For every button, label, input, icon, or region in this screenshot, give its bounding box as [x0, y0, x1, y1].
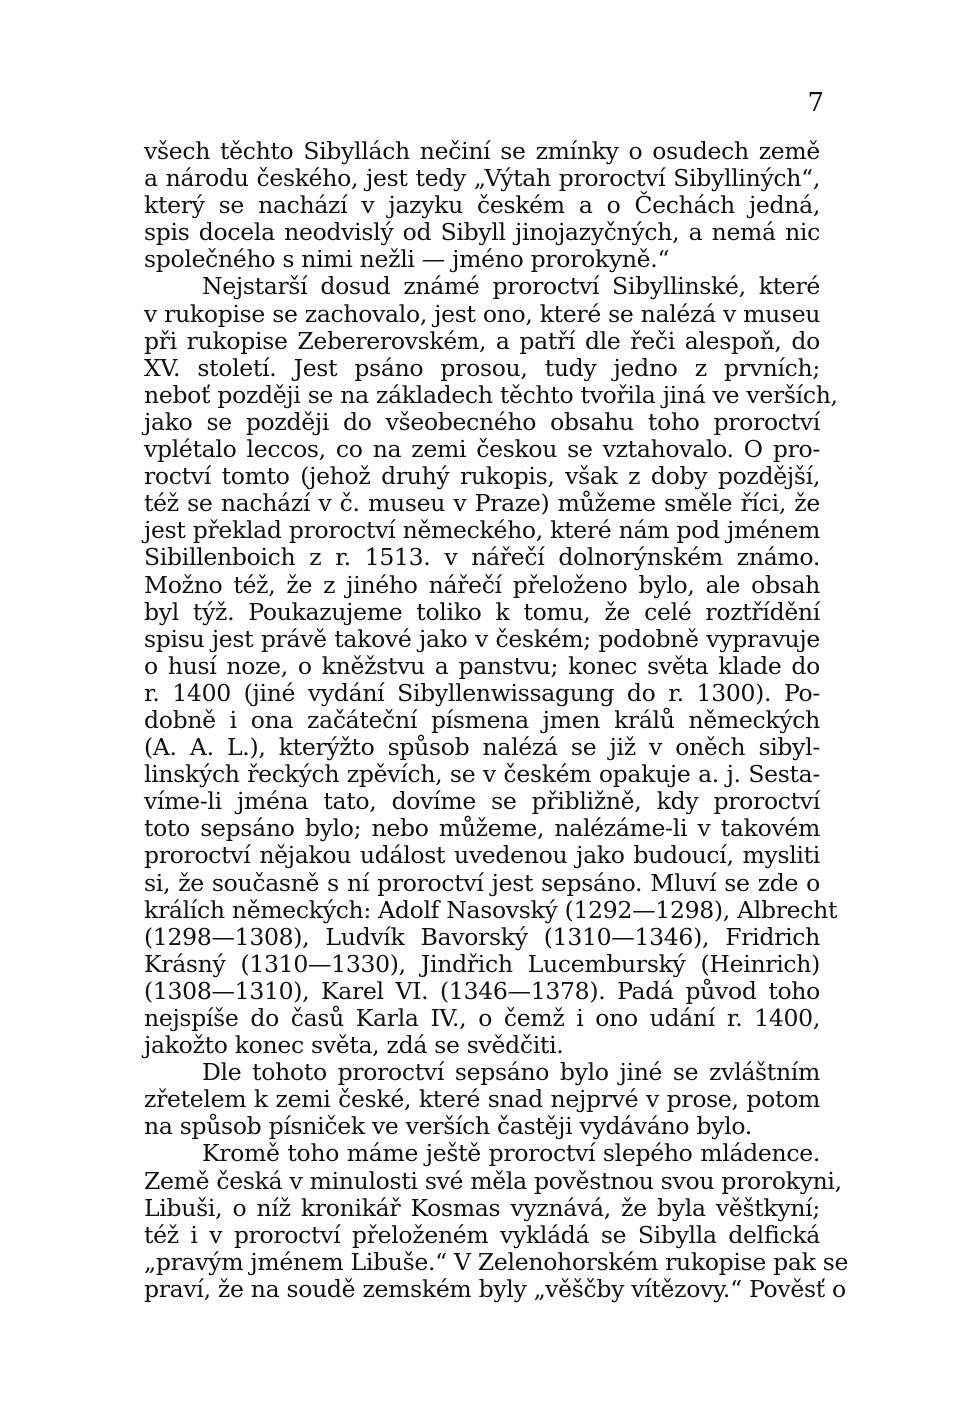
text-line: proroctví nějakou událost uvedenou jako budoucí, mysliti [144, 841, 820, 870]
text-line: (1308—1310), Karel VI. (1346—1378). Padá původ toho [144, 976, 820, 1005]
text-line: Země česká v minulosti své měla pověstnou svou prorokyni, [144, 1166, 842, 1195]
text-line: toto sepsáno bylo; nebo můžeme, nalézáme-li v takovém [144, 814, 820, 843]
text-line: Sibillenboich z r. 1513. v nářečí dolnorýnském známo. [144, 543, 820, 572]
text-line: XV. století. Jest psáno prosou, tudy jedno z prvních; [144, 353, 820, 382]
text-line: Krásný (1310—1330), Jindřich Lucemburský (Heinrich) [144, 949, 820, 978]
text-line: jako se později do všeobecného obsahu toho proroctví [144, 407, 820, 436]
text-line: Nejstarší dosud známé proroctví Sibyllinské, které [202, 272, 820, 301]
text-line: linských řeckých zpěvích, se v českém opakuje a. j. Sesta- [144, 760, 820, 789]
text-line: dobně i ona začáteční písmena jmen králů německých [144, 705, 820, 734]
text-line: jest překlad proroctví německého, které nám pod jménem [144, 516, 820, 545]
page-number: 7 [807, 88, 824, 118]
text-line: o husí noze, o kněžstvu a panstvu; konec světa klade do [144, 651, 820, 680]
text-line: r. 1400 (jiné vydání Sibyllenwissagung do r. 1300). Po- [144, 678, 820, 707]
text-line: Dle tohoto proroctví sepsáno bylo jiné se zvláštním [202, 1058, 820, 1087]
text-line: spis docela neodvislý od Sibyll jinojazyčných, a nemá nic [144, 218, 820, 247]
text-line: neboť později se na základech těchto tvořila jiná ve verších, [144, 380, 838, 409]
text-line: vplétalo leccos, co na zemi českou se vztahovalo. O pro- [144, 435, 820, 464]
text-line: též se nachází v č. museu v Praze) můžeme směle říci, že [144, 489, 820, 518]
text-line: králích německých: Adolf Nasovský (1292—1298), Albrecht [144, 895, 838, 924]
text-line: „pravým jménem Libuše.“ V Zelenohorském rukopise pak se [144, 1247, 849, 1276]
text-line: roctví tomto (jehož druhý rukopis, však z doby pozdější, [144, 462, 820, 491]
text-line: který se nachází v jazyku českém a o Čechách jedná, [144, 191, 820, 220]
text-line: (1298—1308), Ludvík Bavorský (1310—1346), Fridrich [144, 922, 820, 951]
text-line: byl týž. Poukazujeme toliko k tomu, že celé roztřídění [144, 597, 820, 626]
text-line: Možno též, že z jiného nářečí přeloženo bylo, ale obsah [144, 570, 820, 599]
text-line: všech těchto Sibyllách nečiní se zmínky o osudech země [144, 137, 820, 165]
text-line: Libuši, o níž kronikář Kosmas vyznává, že byla věštkyní; [144, 1193, 820, 1222]
text-line: jakožto konec světa, zdá se svědčiti. [144, 1031, 564, 1060]
text-line: praví, že na soudě zemském byly „věščby vítězovy.“ Pověsť o [144, 1274, 846, 1303]
body-text [144, 137, 849, 1303]
text-line: při rukopise Zebererovském, a patří dle řeči alespoň, do [144, 326, 820, 355]
text-line: si, že současně s ní proroctví jest sepsáno. Mluví se zde o [144, 868, 820, 897]
text-line: víme-li jména tato, dovíme se přibližně, kdy proroctví [144, 787, 820, 816]
text-line: spisu jest právě takové jako v českém; podobně vypravuje [144, 624, 820, 653]
text-line: v rukopise se zachovalo, jest ono, které se nalézá v museu [144, 299, 821, 328]
text-line: nejspíše do časů Karla IV., o čemž i ono udání r. 1400, [144, 1004, 820, 1032]
text-line: společného s nimi nežli — jméno prorokyně.“ [144, 245, 670, 274]
text-line: na spůsob písniček ve verších častěji vydáváno bylo. [144, 1112, 752, 1141]
text-line: též i v proroctví přeloženém vykládá se Sibylla delfická [144, 1220, 820, 1249]
text-line: a národu českého, jest tedy „Výtah proroctví Sibylliných“, [144, 164, 820, 193]
text-line: Kromě toho máme ještě proroctví slepého mládence. [202, 1139, 820, 1168]
text-line: (A. A. L.), kterýžto spůsob nalézá se již v oněch sibyl- [144, 733, 820, 762]
text-line: zřetelem k zemi české, které snad nejprvé v prose, potom [144, 1085, 820, 1114]
